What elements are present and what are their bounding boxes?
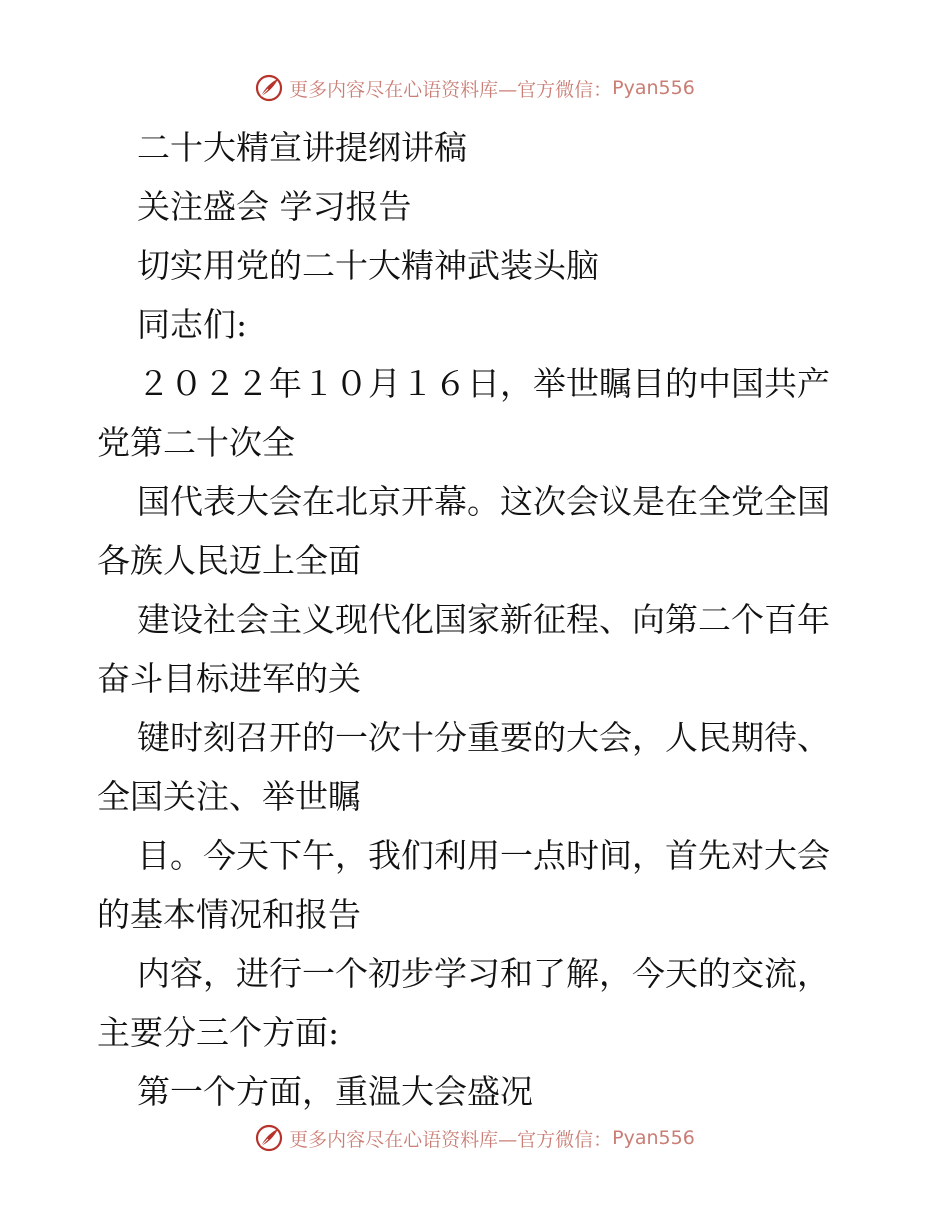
doc-section-heading: 第一个方面，重温大会盛况 [137, 1072, 533, 1111]
doc-paragraph-line: 党第二十次全 [97, 423, 295, 462]
doc-heading: 切实用党的二十大精神武装头脑 [137, 246, 599, 285]
document-body [97, 118, 857, 1121]
feather-pen-icon [255, 1124, 283, 1152]
doc-paragraph-line: ２０２２年１０月１６日，举世瞩目的中国共产 [137, 364, 830, 403]
watermark-text: 更多内容尽在心语资料库—官方微信： [289, 1128, 613, 1151]
watermark-id: Pyan556 [612, 77, 695, 99]
doc-title: 二十大精宣讲提纲讲稿 [137, 128, 467, 167]
doc-paragraph-line: 国代表大会在北京开幕。这次会议是在全党全国 [137, 482, 830, 521]
header-watermark [0, 74, 950, 102]
doc-paragraph-line: 全国关注、举世瞩 [97, 777, 361, 816]
footer-watermark [0, 1124, 950, 1152]
watermark-id: Pyan556 [612, 1127, 695, 1149]
doc-paragraph-line: 主要分三个方面: [97, 1013, 340, 1052]
watermark-text: 更多内容尽在心语资料库—官方微信： [289, 78, 613, 101]
doc-salutation: 同志们: [137, 305, 248, 344]
doc-paragraph-line: 建设社会主义现代化国家新征程、向第二个百年 [137, 600, 830, 639]
doc-paragraph-line: 各族人民迈上全面 [97, 541, 361, 580]
doc-paragraph-line: 键时刻召开的一次十分重要的大会，人民期待、 [137, 718, 830, 757]
doc-paragraph-line: 目。今天下午，我们利用一点时间，首先对大会 [137, 836, 830, 875]
doc-subtitle: 关注盛会 学习报告 [137, 187, 412, 226]
feather-pen-icon [255, 74, 283, 102]
doc-paragraph-line: 内容，进行一个初步学习和了解，今天的交流， [137, 954, 830, 993]
doc-paragraph-line: 的基本情况和报告 [97, 895, 361, 934]
doc-paragraph-line: 奋斗目标进军的关 [97, 659, 361, 698]
